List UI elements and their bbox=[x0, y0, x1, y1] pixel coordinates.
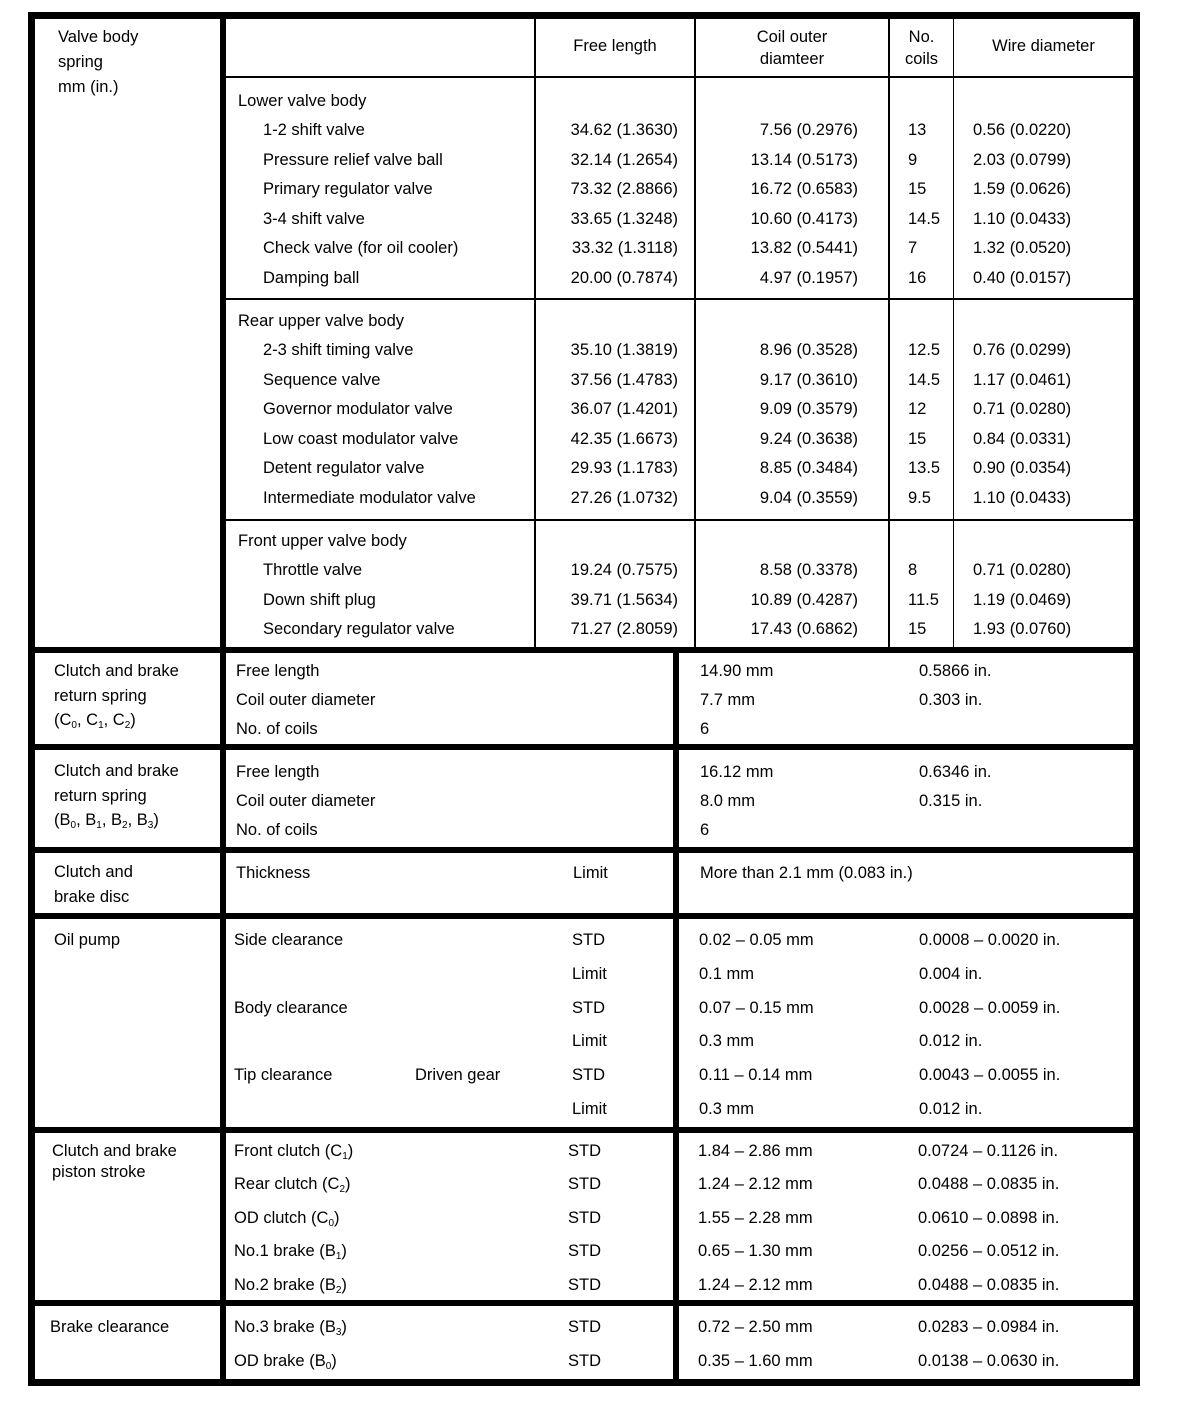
spec-item-subscript: 3 bbox=[335, 1327, 342, 1338]
section-divider-5 bbox=[28, 1127, 1140, 1133]
valve-group-divider-2 bbox=[226, 519, 1133, 521]
spec-value-mm: 0.3 mm bbox=[699, 1100, 755, 1118]
col-header-coil-outer: Coil outer bbox=[756, 28, 828, 46]
spec-value-mm: 6 bbox=[700, 720, 710, 738]
valve-col-divider-3 bbox=[888, 19, 890, 649]
spec-item-subscript: 1 bbox=[342, 1151, 348, 1162]
spec-value-in: 0.0488 – 0.0835 in. bbox=[918, 1175, 1060, 1193]
wire-diameter-value: 1.10 (0.0433) bbox=[973, 489, 1072, 507]
coil-od-value: 10.89 (0.4287) bbox=[750, 591, 858, 609]
section-label: Oil pump bbox=[54, 931, 121, 949]
valve-name: Secondary regulator valve bbox=[263, 620, 455, 638]
spec-value-in: 0.5866 in. bbox=[919, 662, 992, 680]
coil-od-value: 9.24 (0.3638) bbox=[759, 430, 858, 448]
wire-diameter-value: 0.71 (0.0280) bbox=[973, 561, 1072, 579]
spec-value-mm: 1.55 – 2.28 mm bbox=[698, 1209, 813, 1227]
valve-name: Check valve (for oil cooler) bbox=[263, 239, 459, 257]
spec-value-in: 0.6346 in. bbox=[919, 763, 992, 781]
spec-type: STD bbox=[568, 1318, 601, 1336]
spec-item-code: C bbox=[316, 1209, 329, 1227]
spec-type: Limit bbox=[572, 1100, 607, 1118]
spec-item-name: No.3 brake bbox=[234, 1318, 315, 1336]
coil-od-value: 13.14 (0.5173) bbox=[750, 151, 858, 169]
section-divider-3 bbox=[28, 847, 1140, 853]
spec-item: Coil outer diameter bbox=[236, 691, 376, 709]
coil-od-value: 17.43 (0.6862) bbox=[750, 620, 858, 638]
no-coils-value: 8 bbox=[908, 561, 918, 579]
valve-name: Throttle valve bbox=[263, 561, 363, 579]
spec-item-name: Rear clutch bbox=[234, 1175, 318, 1193]
spec-value-mm: 0.35 – 1.60 mm bbox=[698, 1352, 813, 1370]
section-label-line: spring bbox=[58, 53, 103, 71]
col-header-no-coils: No. bbox=[908, 28, 935, 46]
valve-name: Detent regulator valve bbox=[263, 459, 425, 477]
coil-od-value: 13.82 (0.5441) bbox=[750, 239, 858, 257]
col-header-wire-diameter: Wire diameter bbox=[992, 37, 1095, 55]
spec-value-in: 0.0488 – 0.0835 in. bbox=[918, 1276, 1060, 1294]
free-length-value: 20.00 (0.7874) bbox=[570, 269, 678, 287]
section-label: Brake clearance bbox=[50, 1318, 170, 1336]
label-column-divider bbox=[220, 12, 226, 1386]
wire-diameter-value: 0.71 (0.0280) bbox=[973, 400, 1072, 418]
spec-item-subscript: 0 bbox=[325, 1361, 332, 1372]
free-length-value: 33.32 (1.3118) bbox=[571, 239, 678, 257]
spec-item-name: Front clutch bbox=[234, 1142, 321, 1160]
wire-diameter-value: 1.10 (0.0433) bbox=[973, 210, 1072, 228]
group-title: Front upper valve body bbox=[238, 532, 407, 550]
valve-name: 2-3 shift timing valve bbox=[263, 341, 414, 359]
coil-od-value: 8.58 (0.3378) bbox=[759, 561, 858, 579]
spec-type: STD bbox=[572, 999, 605, 1017]
spec-type: STD bbox=[568, 1352, 601, 1370]
spec-item: Free length bbox=[236, 763, 320, 781]
spec-item: No.2 brake $(B_2)$ bbox=[234, 1276, 347, 1296]
spec-value-mm: 16.12 mm bbox=[700, 763, 774, 781]
coil-od-value: 7.56 (0.2976) bbox=[759, 121, 858, 139]
spec-item: OD brake $(B_0)$ bbox=[234, 1352, 337, 1372]
valve-col-divider-4 bbox=[953, 19, 954, 649]
valve-name: Governor modulator valve bbox=[263, 400, 453, 418]
no-coils-value: 7 bbox=[908, 239, 918, 257]
spec-item: OD clutch $(C_0)$ bbox=[234, 1209, 340, 1229]
section-divider-1 bbox=[28, 647, 1140, 653]
no-coils-value: 13 bbox=[908, 121, 927, 139]
valve-name: 1-2 shift valve bbox=[263, 121, 365, 139]
no-coils-value: 9.5 bbox=[908, 489, 931, 507]
spec-value-mm: 0.72 – 2.50 mm bbox=[698, 1318, 813, 1336]
wire-diameter-value: 1.93 (0.0760) bbox=[973, 620, 1072, 638]
valve-name: Primary regulator valve bbox=[263, 180, 433, 198]
spec-item-code: B bbox=[324, 1276, 336, 1294]
section-label-line: mm (in.) bbox=[58, 78, 119, 96]
section-label-line: Clutch and brake bbox=[52, 1142, 177, 1160]
spec-value-mm: 1.24 – 2.12 mm bbox=[698, 1276, 813, 1294]
spec-item: Thickness bbox=[236, 864, 311, 882]
spec-value-in: 0.0138 – 0.0630 in. bbox=[918, 1352, 1060, 1370]
free-length-value: 29.93 (1.1783) bbox=[570, 459, 678, 477]
spec-value-mm: 0.65 – 1.30 mm bbox=[698, 1242, 813, 1260]
col-header-no-coils: coils bbox=[904, 50, 938, 68]
free-length-value: 27.26 (1.0732) bbox=[570, 489, 678, 507]
spec-type: Limit bbox=[573, 864, 608, 882]
wire-diameter-value: 0.56 (0.0220) bbox=[973, 121, 1072, 139]
free-length-value: 33.65 (1.3248) bbox=[570, 210, 678, 228]
spec-item: Free length bbox=[236, 662, 320, 680]
spec-type: STD bbox=[568, 1276, 601, 1294]
valve-name: Damping ball bbox=[263, 269, 360, 287]
spec-item-name: OD brake bbox=[234, 1352, 305, 1370]
spec-value-mm: 1.24 – 2.12 mm bbox=[698, 1175, 813, 1193]
spec-type: Limit bbox=[572, 1032, 607, 1050]
spec-value-mm: 0.1 mm bbox=[699, 965, 755, 983]
spec-value-in: 0.0610 – 0.0898 in. bbox=[918, 1209, 1060, 1227]
spec-value-in: 0.0028 – 0.0059 in. bbox=[919, 999, 1061, 1017]
coil-od-value: 8.85 (0.3484) bbox=[759, 459, 858, 477]
section-label-subscripts: ($C_0$, $C_1$, $C_2$) bbox=[54, 711, 136, 731]
valve-col-divider-1 bbox=[534, 19, 536, 649]
spec-item: No. of coils bbox=[236, 821, 318, 839]
wire-diameter-value: 0.40 (0.0157) bbox=[973, 269, 1072, 287]
spec-value-mm: 0.3 mm bbox=[699, 1032, 755, 1050]
coil-od-value: 9.17 (0.3610) bbox=[759, 371, 858, 389]
spec-item-code: B bbox=[314, 1352, 326, 1370]
spec-item: No.3 brake $(B_3)$ bbox=[234, 1318, 347, 1338]
spec-value-in: 0.004 in. bbox=[919, 965, 983, 983]
no-coils-value: 14.5 bbox=[908, 210, 941, 228]
no-coils-value: 13.5 bbox=[908, 459, 941, 477]
value-column-divider bbox=[673, 650, 679, 1380]
spec-type: STD bbox=[568, 1175, 601, 1193]
spec-value-in: 0.303 in. bbox=[919, 691, 983, 709]
section-label-line: Valve body bbox=[58, 28, 139, 46]
spec-type: Limit bbox=[572, 965, 607, 983]
spec-value-in: 0.0008 – 0.0020 in. bbox=[919, 931, 1061, 949]
free-length-value: 32.14 (1.2654) bbox=[570, 151, 678, 169]
spec-value-mm: 8.0 mm bbox=[700, 792, 756, 810]
free-length-value: 37.56 (1.4783) bbox=[570, 371, 678, 389]
spec-item-code: C bbox=[330, 1142, 343, 1160]
col-header-free-length: Free length bbox=[573, 37, 657, 55]
no-coils-value: 11.5 bbox=[908, 591, 939, 609]
spec-item-subscript: 2 bbox=[339, 1184, 346, 1195]
spec-type: STD bbox=[572, 1066, 605, 1084]
spec-subitem: Driven gear bbox=[415, 1066, 501, 1084]
spec-item-name: OD clutch bbox=[234, 1209, 307, 1227]
spec-item: Side clearance bbox=[234, 931, 344, 949]
wire-diameter-value: 1.19 (0.0469) bbox=[973, 591, 1072, 609]
no-coils-value: 9 bbox=[908, 151, 918, 169]
section-label-line: brake disc bbox=[54, 888, 130, 906]
spec-item: Tip clearance bbox=[234, 1066, 333, 1084]
spec-item-subscript: 2 bbox=[335, 1285, 342, 1296]
free-length-value: 34.62 (1.3630) bbox=[570, 121, 678, 139]
spec-value: More than 2.1 mm (0.083 in.) bbox=[700, 864, 913, 882]
spec-type: STD bbox=[568, 1209, 601, 1227]
spec-value-mm: 0.11 – 0.14 mm bbox=[699, 1066, 813, 1084]
no-coils-value: 15 bbox=[908, 180, 927, 198]
spec-item-name: No.1 brake bbox=[234, 1242, 315, 1260]
spec-item-subscript: 1 bbox=[335, 1251, 342, 1262]
coil-od-value: 16.72 (0.6583) bbox=[750, 180, 858, 198]
spec-value-in: 0.012 in. bbox=[919, 1032, 983, 1050]
coil-od-value: 10.60 (0.4173) bbox=[750, 210, 858, 228]
free-length-value: 71.27 (2.8059) bbox=[570, 620, 678, 638]
free-length-value: 35.10 (1.3819) bbox=[570, 341, 678, 359]
valve-col-divider-2 bbox=[694, 19, 696, 649]
spec-value-mm: 6 bbox=[700, 821, 710, 839]
no-coils-value: 15 bbox=[908, 430, 927, 448]
wire-diameter-value: 0.76 (0.0299) bbox=[973, 341, 1072, 359]
free-length-value: 73.32 (2.8866) bbox=[570, 180, 678, 198]
spec-item-name: No.2 brake bbox=[234, 1276, 315, 1294]
spec-value-in: 0.0724 – 0.1126 in. bbox=[918, 1142, 1059, 1160]
no-coils-value: 12.5 bbox=[908, 341, 941, 359]
section-divider-2 bbox=[28, 744, 1140, 750]
spec-value-in: 0.0256 – 0.0512 in. bbox=[918, 1242, 1060, 1260]
spec-value-mm: 1.84 – 2.86 mm bbox=[698, 1142, 813, 1160]
section-divider-4 bbox=[28, 913, 1140, 919]
spec-type: STD bbox=[568, 1142, 601, 1160]
section-label-subscripts: ($B_0$, $B_1$, $B_2$, $B_3$) bbox=[54, 811, 159, 831]
coil-od-value: 4.97 (0.1957) bbox=[759, 269, 858, 287]
group-title: Rear upper valve body bbox=[238, 312, 405, 330]
section-label-line: Clutch and brake bbox=[54, 662, 179, 680]
section-label-line: Clutch and brake bbox=[54, 762, 179, 780]
spec-value-mm: 7.7 mm bbox=[700, 691, 756, 709]
wire-diameter-value: 0.84 (0.0331) bbox=[973, 430, 1072, 448]
section-divider-6 bbox=[28, 1300, 1140, 1306]
section-label-line: piston stroke bbox=[52, 1163, 146, 1181]
coil-od-value: 8.96 (0.3528) bbox=[759, 341, 858, 359]
valve-header-divider bbox=[226, 76, 1133, 78]
spec-item: No. of coils bbox=[236, 720, 318, 738]
spec-item-code: B bbox=[324, 1318, 336, 1336]
spec-value-in: 0.0043 – 0.0055 in. bbox=[919, 1066, 1061, 1084]
section-label-line: return spring bbox=[54, 687, 147, 705]
coil-od-value: 9.04 (0.3559) bbox=[759, 489, 858, 507]
section-label-line: Clutch and bbox=[54, 863, 133, 881]
spec-item: No.1 brake $(B_1)$ bbox=[234, 1242, 347, 1262]
spec-value-in: 0.012 in. bbox=[919, 1100, 983, 1118]
wire-diameter-value: 0.90 (0.0354) bbox=[973, 459, 1072, 477]
spec-value-mm: 14.90 mm bbox=[700, 662, 774, 680]
col-header-coil-outer: diamteer bbox=[759, 50, 825, 68]
no-coils-value: 15 bbox=[908, 620, 927, 638]
no-coils-value: 14.5 bbox=[908, 371, 941, 389]
valve-group-divider-1 bbox=[226, 298, 1133, 300]
spec-item-subscript: 0 bbox=[328, 1218, 335, 1229]
spec-item: Rear clutch $(C_2)$ bbox=[234, 1175, 351, 1195]
spec-value-mm: 0.02 – 0.05 mm bbox=[699, 931, 814, 949]
free-length-value: 36.07 (1.4201) bbox=[570, 400, 678, 418]
wire-diameter-value: 1.59 (0.0626) bbox=[973, 180, 1072, 198]
free-length-value: 39.71 (1.5634) bbox=[570, 591, 678, 609]
wire-diameter-value: 1.32 (0.0520) bbox=[973, 239, 1072, 257]
spec-value-in: 0.0283 – 0.0984 in. bbox=[918, 1318, 1060, 1336]
section-label-line: return spring bbox=[54, 787, 147, 805]
coil-od-value: 9.09 (0.3579) bbox=[759, 400, 858, 418]
spec-item-code: B bbox=[324, 1242, 336, 1260]
spec-item-code: C bbox=[327, 1175, 340, 1193]
spec-type: STD bbox=[572, 931, 605, 949]
valve-name: Down shift plug bbox=[263, 591, 376, 609]
valve-name: Sequence valve bbox=[263, 371, 381, 389]
wire-diameter-value: 1.17 (0.0461) bbox=[973, 371, 1072, 389]
free-length-value: 19.24 (0.7575) bbox=[570, 561, 678, 579]
valve-name: 3-4 shift valve bbox=[263, 210, 365, 228]
no-coils-value: 16 bbox=[908, 269, 927, 287]
group-title: Lower valve body bbox=[238, 92, 367, 110]
valve-name: Pressure relief valve ball bbox=[263, 151, 443, 169]
spec-value-in: 0.315 in. bbox=[919, 792, 983, 810]
spec-item: Body clearance bbox=[234, 999, 348, 1017]
valve-name: Intermediate modulator valve bbox=[263, 489, 476, 507]
spec-item: Coil outer diameter bbox=[236, 792, 376, 810]
spec-item: Front clutch $(C_1)$ bbox=[234, 1142, 354, 1162]
free-length-value: 42.35 (1.6673) bbox=[570, 430, 678, 448]
spec-value-mm: 0.07 – 0.15 mm bbox=[699, 999, 814, 1017]
wire-diameter-value: 2.03 (0.0799) bbox=[973, 151, 1072, 169]
spec-type: STD bbox=[568, 1242, 601, 1260]
no-coils-value: 12 bbox=[908, 400, 927, 418]
valve-name: Low coast modulator valve bbox=[263, 430, 459, 448]
